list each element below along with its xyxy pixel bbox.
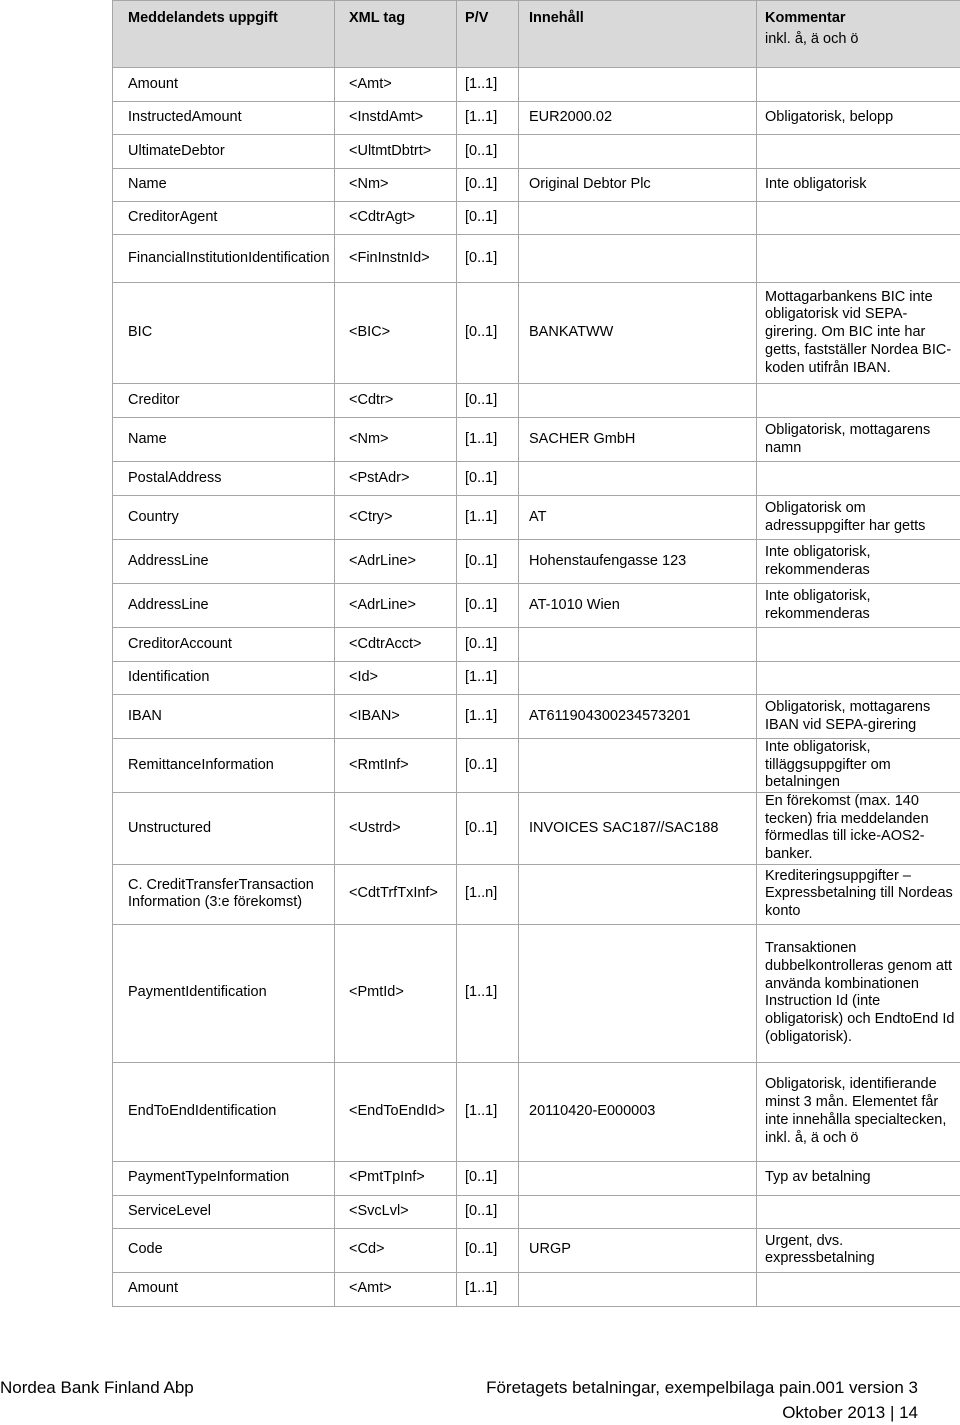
table-cell: <AdrLine> (335, 540, 457, 584)
table-cell (519, 202, 757, 235)
table-cell: AddressLine (113, 540, 335, 584)
table-cell: Identification (113, 662, 335, 695)
table-cell: <Amt> (335, 68, 457, 102)
table-cell: <InstdAmt> (335, 102, 457, 135)
table-cell: Name (113, 169, 335, 202)
message-spec-table (112, 0, 960, 1307)
table-cell: CreditorAccount (113, 628, 335, 662)
table-cell: PostalAddress (113, 462, 335, 496)
table-cell (519, 864, 757, 924)
table-cell: [0..1] (457, 283, 519, 384)
table-cell (519, 739, 757, 793)
table-cell: Amount (113, 1272, 335, 1306)
table-row (113, 496, 960, 540)
table-cell: Urgent, dvs. expressbetalning (757, 1228, 960, 1272)
table-cell: <CdtrAcct> (335, 628, 457, 662)
table-cell (519, 1272, 757, 1306)
table-cell: [0..1] (457, 628, 519, 662)
table-row (113, 584, 960, 628)
table-cell: AddressLine (113, 584, 335, 628)
table-cell: [1..1] (457, 102, 519, 135)
table-row (113, 68, 960, 102)
table-row (113, 1161, 960, 1195)
table-row (113, 628, 960, 662)
footer-company: Nordea Bank Finland Abp (0, 1378, 194, 1397)
table-cell (757, 1272, 960, 1306)
table-cell: Obligatorisk, belopp (757, 102, 960, 135)
table-cell: [0..1] (457, 739, 519, 793)
table-cell: <IBAN> (335, 695, 457, 739)
table-row (113, 384, 960, 418)
table-cell: InstructedAmount (113, 102, 335, 135)
table-cell: [0..1] (457, 540, 519, 584)
table-cell (757, 628, 960, 662)
header-cell: Innehåll (519, 1, 757, 68)
table-cell: INVOICES SAC187//SAC188 (519, 793, 757, 865)
footer-doc-title: Företagets betalningar, exempelbilaga pain.001 version 3 (486, 1378, 918, 1397)
table-cell: AT-1010 Wien (519, 584, 757, 628)
table-cell: <RmtInf> (335, 739, 457, 793)
table-cell: Obligatorisk, identifierande minst 3 mån. Elementet får inte innehålla specialtecken, inkl. å, ä och ö (757, 1062, 960, 1161)
table-cell: Original Debtor Plc (519, 169, 757, 202)
table-cell: [1..1] (457, 1062, 519, 1161)
table-cell: Amount (113, 68, 335, 102)
table-cell: Typ av betalning (757, 1161, 960, 1195)
footer-date-page: Oktober 2013 | 14 (782, 1403, 918, 1423)
table-cell: <PstAdr> (335, 462, 457, 496)
header-cell: P/V (457, 1, 519, 68)
table-cell: <Nm> (335, 169, 457, 202)
table-cell: AT611904300234573201 (519, 695, 757, 739)
table-row (113, 418, 960, 462)
table-cell: [1..1] (457, 496, 519, 540)
table-cell: <CdtrAgt> (335, 202, 457, 235)
table-cell: Creditor (113, 384, 335, 418)
table-row (113, 1272, 960, 1306)
table-cell: [0..1] (457, 1228, 519, 1272)
table-cell (519, 235, 757, 283)
table-cell: Obligatorisk om adressuppgifter har getts (757, 496, 960, 540)
table-cell (519, 384, 757, 418)
table-header-row (113, 1, 960, 68)
table-cell: EndToEndIdentification (113, 1062, 335, 1161)
table-cell: <Ctry> (335, 496, 457, 540)
table-cell: [0..1] (457, 462, 519, 496)
table-cell (519, 1161, 757, 1195)
table-cell: [1..n] (457, 864, 519, 924)
table-cell: <Cd> (335, 1228, 457, 1272)
table-cell (519, 924, 757, 1062)
table-cell: Hohenstaufengasse 123 (519, 540, 757, 584)
table-cell: [0..1] (457, 202, 519, 235)
table-cell: En förekomst (max. 140 tecken) fria meddelanden förmedlas till icke-AOS2-banker. (757, 793, 960, 865)
table-cell: [1..1] (457, 68, 519, 102)
table-cell: Code (113, 1228, 335, 1272)
header-cell: Meddelandets uppgift (113, 1, 335, 68)
footer-right (486, 1378, 918, 1424)
table-cell: [0..1] (457, 1161, 519, 1195)
table-cell: CreditorAgent (113, 202, 335, 235)
table-row (113, 864, 960, 924)
table-row (113, 202, 960, 235)
table-cell: RemittanceInformation (113, 739, 335, 793)
table-cell: Obligatorisk, mottagarens IBAN vid SEPA-girering (757, 695, 960, 739)
table-row (113, 1195, 960, 1228)
table-cell: <UltmtDbtrt> (335, 135, 457, 169)
table-cell: <FinInstnId> (335, 235, 457, 283)
table-cell: [0..1] (457, 384, 519, 418)
table-cell: Obligatorisk, mottagarens namn (757, 418, 960, 462)
table-cell: FinancialInstitutionIdentification (113, 235, 335, 283)
table-cell (519, 662, 757, 695)
table-cell: [1..1] (457, 1272, 519, 1306)
table-cell: [1..1] (457, 662, 519, 695)
table-row (113, 169, 960, 202)
table-cell: <Amt> (335, 1272, 457, 1306)
table-cell (757, 384, 960, 418)
table-row (113, 235, 960, 283)
table-cell: ServiceLevel (113, 1195, 335, 1228)
table-cell: <Id> (335, 662, 457, 695)
header-note: inkl. å, ä och ö (765, 30, 859, 47)
table-cell: Inte obligatorisk, rekommenderas (757, 584, 960, 628)
table-cell: <EndToEndId> (335, 1062, 457, 1161)
table-cell: Inte obligatorisk, tilläggsuppgifter om betalningen (757, 739, 960, 793)
table-cell: 20110420-E000003 (519, 1062, 757, 1161)
table-cell: UltimateDebtor (113, 135, 335, 169)
table-cell: [0..1] (457, 1195, 519, 1228)
table-cell: Unstructured (113, 793, 335, 865)
header-label: Kommentar (765, 10, 846, 26)
table-cell: [1..1] (457, 695, 519, 739)
table-cell: <AdrLine> (335, 584, 457, 628)
table-cell (757, 68, 960, 102)
table-cell: <Ustrd> (335, 793, 457, 865)
table-row (113, 924, 960, 1062)
table-cell: SACHER GmbH (519, 418, 757, 462)
table-cell: [0..1] (457, 793, 519, 865)
table-cell: EUR2000.02 (519, 102, 757, 135)
table-cell: PaymentTypeInformation (113, 1161, 335, 1195)
table-cell: <BIC> (335, 283, 457, 384)
table-row (113, 695, 960, 739)
table-cell (519, 68, 757, 102)
table-cell: <PmtId> (335, 924, 457, 1062)
table-cell: <PmtTpInf> (335, 1161, 457, 1195)
table-body (113, 68, 960, 1307)
table-cell (757, 662, 960, 695)
header-cell-comment (757, 1, 960, 68)
table-cell (519, 1195, 757, 1228)
table-row (113, 540, 960, 584)
table-cell: Name (113, 418, 335, 462)
table-cell: <SvcLvl> (335, 1195, 457, 1228)
table-cell (757, 462, 960, 496)
table-cell: <Cdtr> (335, 384, 457, 418)
table-cell: C. CreditTransferTransaction Information (3:e förekomst) (113, 864, 335, 924)
table-row (113, 102, 960, 135)
table-row (113, 739, 960, 793)
table-cell: [0..1] (457, 235, 519, 283)
table-cell: [1..1] (457, 418, 519, 462)
table-cell (519, 628, 757, 662)
header-cell: XML tag (335, 1, 457, 68)
table-cell (519, 462, 757, 496)
table-row (113, 462, 960, 496)
table-row (113, 1062, 960, 1161)
table-row (113, 283, 960, 384)
table-row (113, 1228, 960, 1272)
table-cell: URGP (519, 1228, 757, 1272)
table-cell: [0..1] (457, 584, 519, 628)
table-cell (757, 202, 960, 235)
table-row (113, 662, 960, 695)
table-cell: Inte obligatorisk (757, 169, 960, 202)
table-cell (519, 135, 757, 169)
table-cell: Country (113, 496, 335, 540)
table-cell: <Nm> (335, 418, 457, 462)
table-cell: [1..1] (457, 924, 519, 1062)
table-cell (757, 1195, 960, 1228)
table-cell: BIC (113, 283, 335, 384)
table-cell: PaymentIdentification (113, 924, 335, 1062)
table-cell: IBAN (113, 695, 335, 739)
table-cell: [0..1] (457, 169, 519, 202)
table-cell (757, 135, 960, 169)
table-cell (757, 235, 960, 283)
table-cell: [0..1] (457, 135, 519, 169)
table-cell: AT (519, 496, 757, 540)
table-cell: Transaktionen dubbelkontrolleras genom att använda kombinationen Instruction Id (inte obligatorisk) och EndtoEnd Id (obligatorisk). (757, 924, 960, 1062)
table-cell: Inte obligatorisk, rekommenderas (757, 540, 960, 584)
table-cell: Mottagarbankens BIC inte obligatorisk vid SEPA-girering. Om BIC inte har getts, fastställer Nordea BIC-koden utifrån IBAN. (757, 283, 960, 384)
table-cell: Krediteringsuppgifter – Expressbetalning till Nordeas konto (757, 864, 960, 924)
table-cell: BANKATWW (519, 283, 757, 384)
table-row (113, 135, 960, 169)
table-row (113, 793, 960, 865)
table-cell: <CdtTrfTxInf> (335, 864, 457, 924)
